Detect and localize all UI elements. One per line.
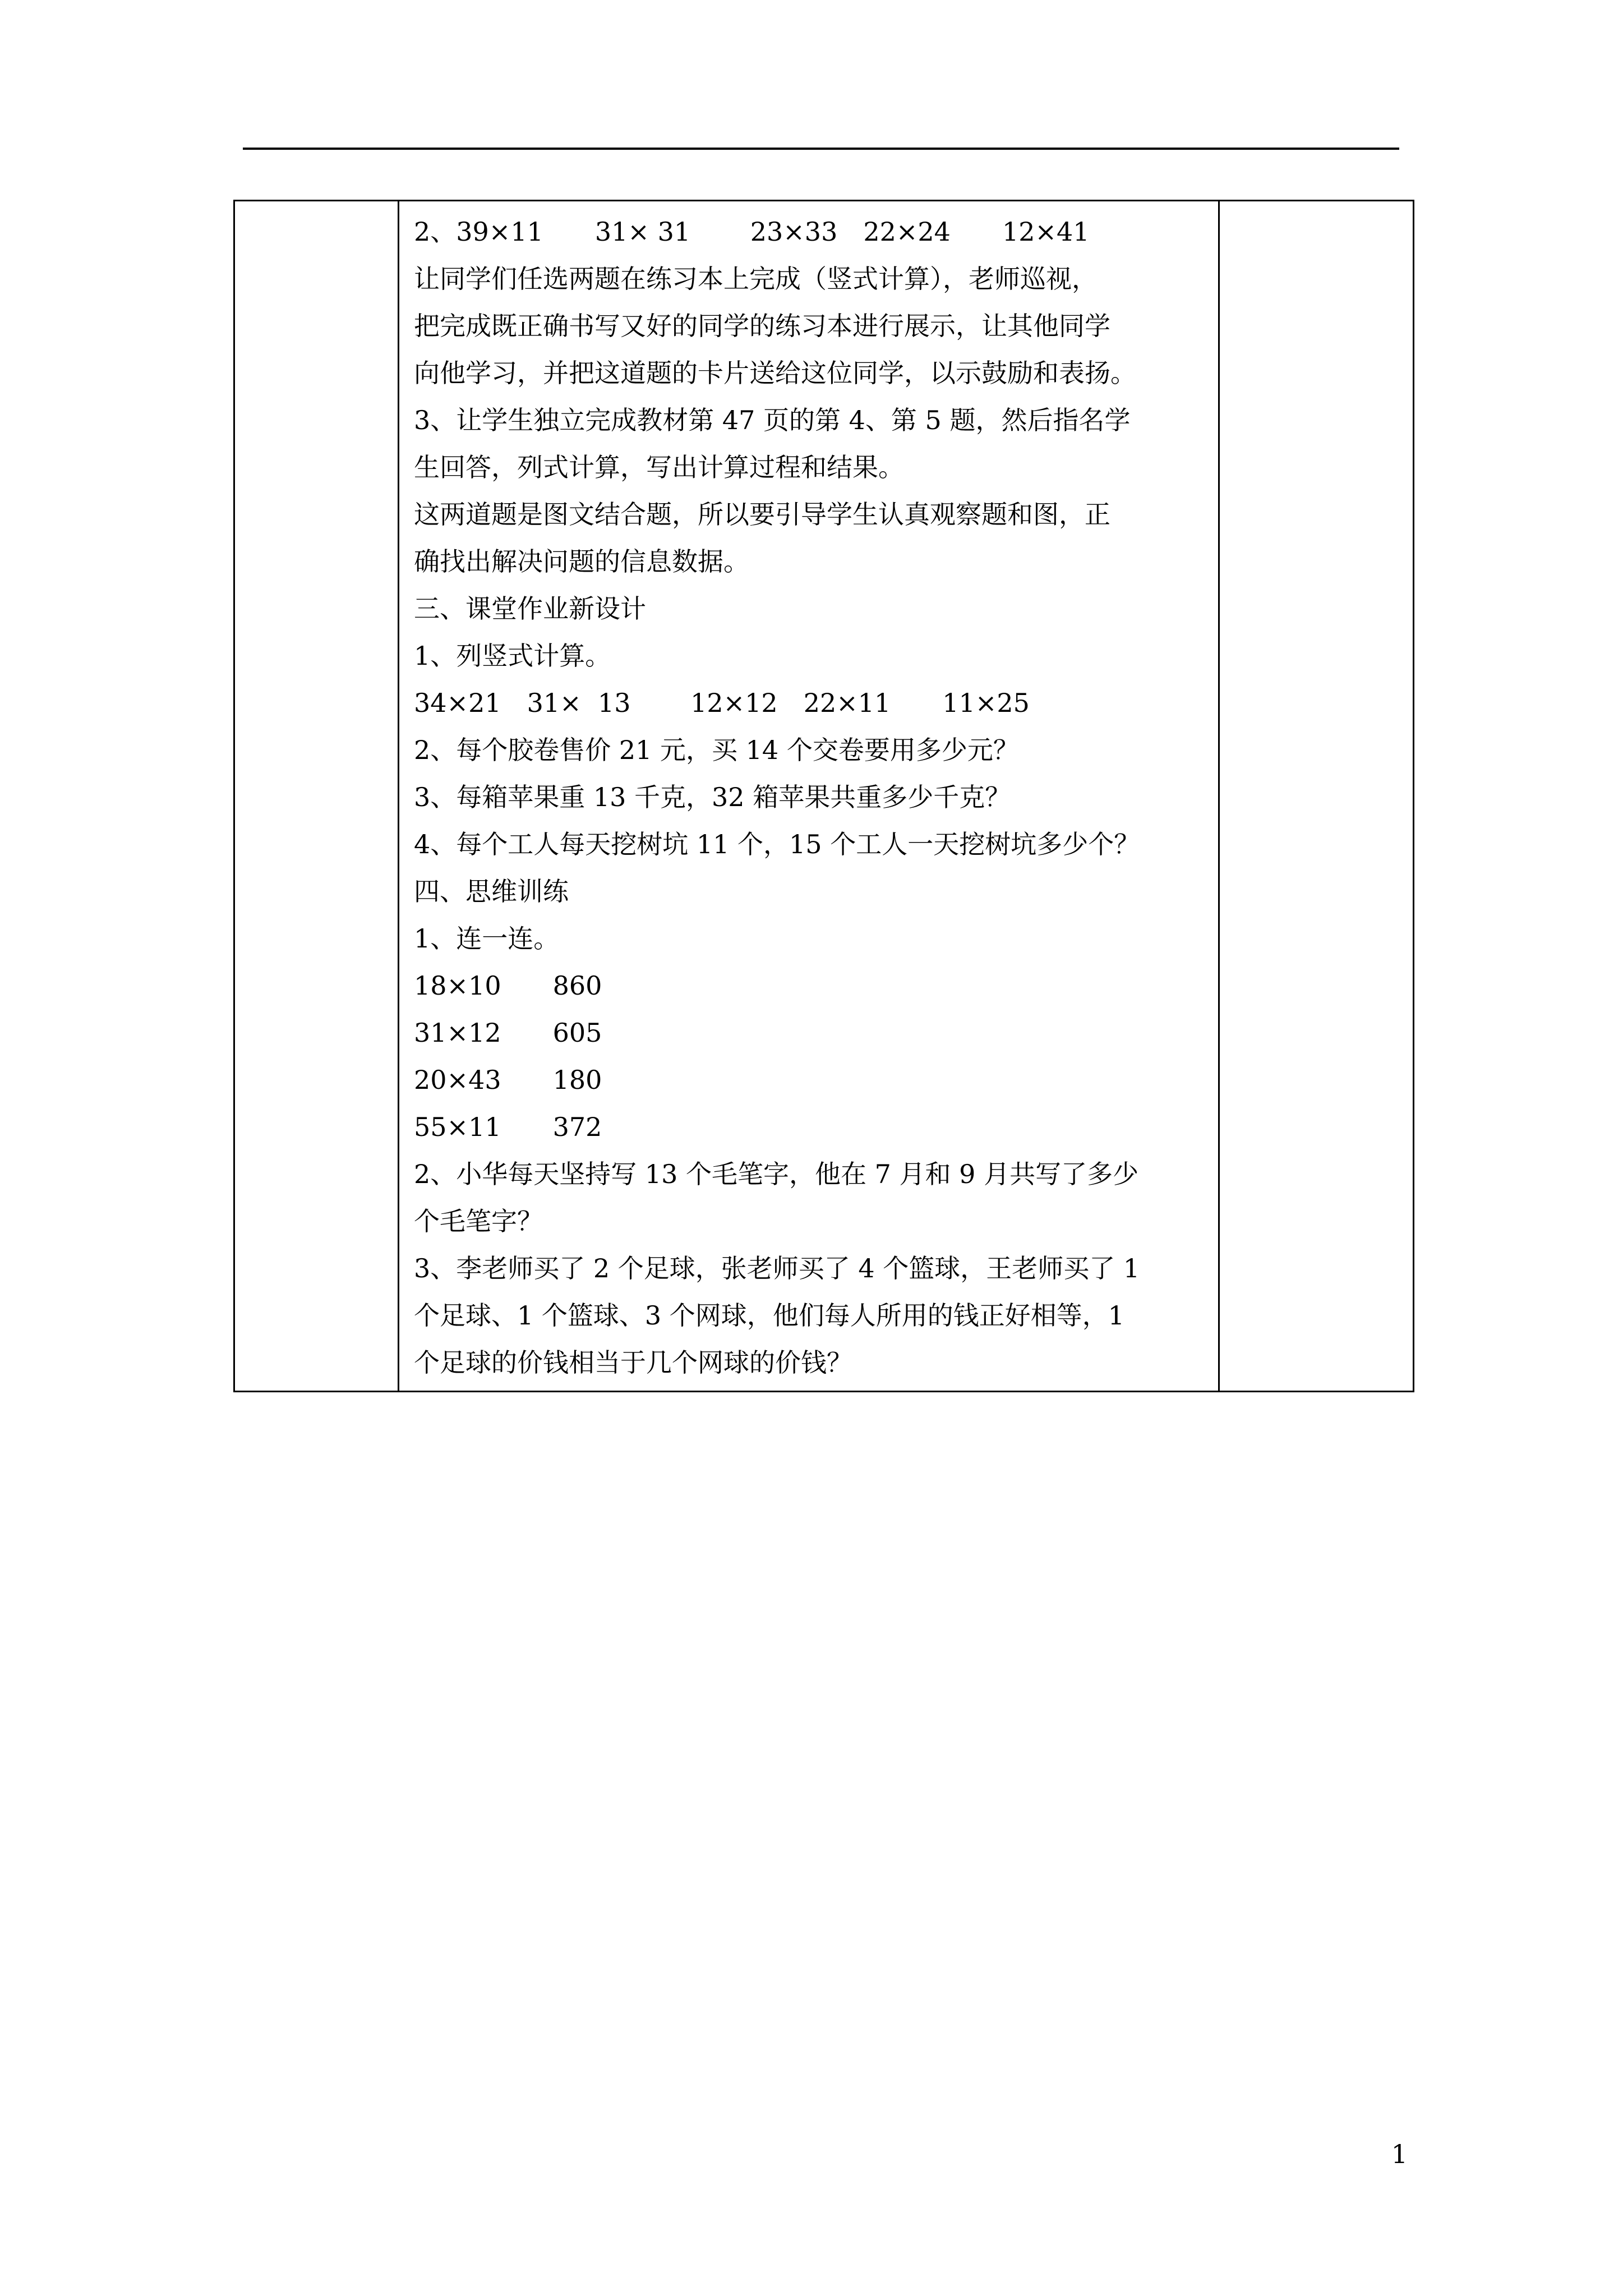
matching-item: 31×12 605 <box>414 1018 602 1048</box>
exercise-line: 34×21 31× 13 12×12 22×11 11×25 <box>414 688 1030 718</box>
paragraph-line: 向他学习，并把这道题的卡片送给这位同学，以示鼓励和表扬。 <box>414 358 1136 388</box>
word-problem: 2、小华每天坚持写 13 个毛笔字，他在 7 月和 9 月共写了多少 <box>414 1159 1139 1189</box>
left-empty-cell <box>234 201 399 1392</box>
word-problem: 个足球、1 个篮球、3 个网球，他们每人所用的钱正好相等，1 <box>414 1300 1125 1331</box>
page-number: 1 <box>1391 2139 1408 2169</box>
word-problem: 个毛笔字？ <box>414 1206 543 1236</box>
word-problem: 2、每个胶卷售价 21 元，买 14 个交卷要用多少元？ <box>414 735 1019 765</box>
section-heading: 三、课堂作业新设计 <box>414 593 646 624</box>
matching-item: 55×11 372 <box>414 1112 602 1142</box>
matching-item: 18×10 860 <box>414 970 602 1001</box>
word-problem: 个足球的价钱相当于几个网球的价钱？ <box>414 1347 852 1378</box>
paragraph-line: 生回答，列式计算，写出计算过程和结果。 <box>414 452 904 482</box>
paragraph-line: 把完成既正确书写又好的同学的练习本进行展示，让其他同学 <box>414 311 1110 341</box>
section-heading: 四、思维训练 <box>414 876 569 907</box>
lesson-content <box>399 201 1218 1391</box>
exercise-heading: 1、列竖式计算。 <box>414 641 611 671</box>
exercise-line: 2、39×11 31× 31 23×33 22×24 12×41 <box>414 217 1090 247</box>
paragraph-line: 这两道题是图文结合题，所以要引导学生认真观察题和图，正 <box>414 499 1110 530</box>
word-problem: 3、每箱苹果重 13 千克，32 箱苹果共重多少千克？ <box>414 782 1011 812</box>
paragraph-line: 让同学们任选两题在练习本上完成（竖式计算），老师巡视， <box>414 264 1098 294</box>
word-problem: 3、李老师买了 2 个足球，张老师买了 4 个篮球，王老师买了 1 <box>414 1253 1140 1283</box>
paragraph-line: 3、让学生独立完成教材第 47 页的第 4、第 5 题，然后指名学 <box>414 405 1131 435</box>
paragraph-line: 确找出解决问题的信息数据。 <box>414 546 749 577</box>
header-rule <box>243 148 1399 150</box>
lesson-content-cell <box>399 201 1219 1392</box>
word-problem: 4、每个工人每天挖树坑 11 个，15 个工人一天挖树坑多少个？ <box>414 829 1140 859</box>
right-empty-cell <box>1219 201 1414 1392</box>
table-row <box>234 201 1414 1392</box>
exercise-heading: 1、连一连。 <box>414 923 560 954</box>
lesson-plan-table <box>233 200 1414 1392</box>
matching-item: 20×43 180 <box>414 1065 602 1095</box>
